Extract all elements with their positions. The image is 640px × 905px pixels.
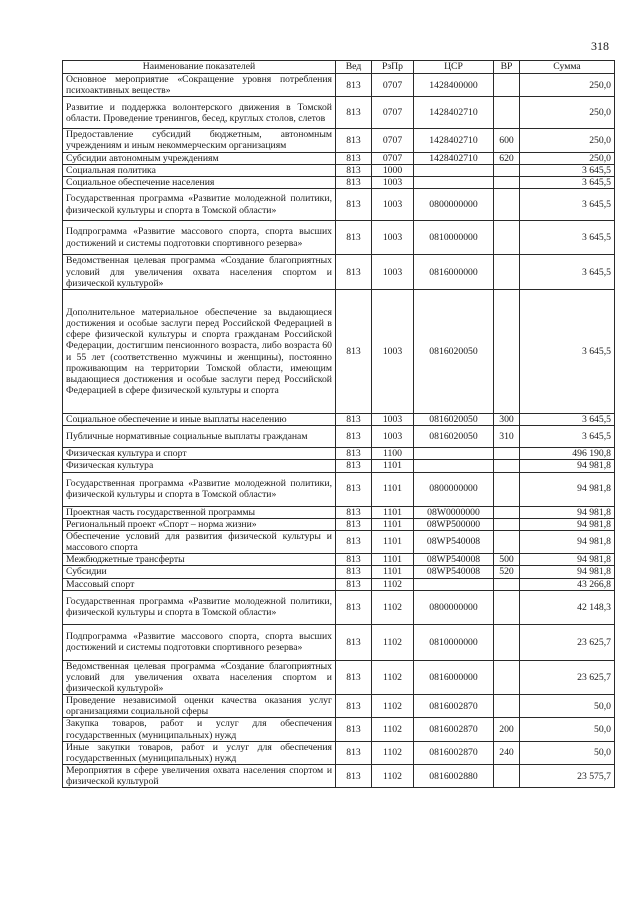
- row-vr: 300: [494, 414, 520, 426]
- row-name: Массовый спорт: [63, 578, 336, 590]
- table-row: [63, 518, 615, 530]
- header-row: [63, 61, 615, 74]
- row-vr: 240: [494, 741, 520, 764]
- row-name: Государственная программа «Развитие молодежной политики, физической культуры и спорта в Томской области»: [63, 590, 336, 624]
- row-name: Ведомственная целевая программа «Создание благоприятных условий для увеличения охвата населения спортом и физической культурой»: [63, 255, 336, 290]
- row-csr: 0816020050: [414, 290, 494, 414]
- row-ved: 813: [336, 765, 372, 788]
- table-row: [63, 414, 615, 426]
- row-name: Мероприятия в сфере увеличения охвата населения спортом и физической культурой: [63, 765, 336, 788]
- budget-table: [62, 60, 615, 788]
- row-csr: 0816000000: [414, 660, 494, 694]
- table-row: [63, 426, 615, 448]
- table-row: [63, 176, 615, 188]
- row-name: Проведение независимой оценки качества оказания услуг организациями социальной сферы: [63, 695, 336, 718]
- row-sum: 94 981,8: [520, 566, 615, 578]
- row-ved: 813: [336, 624, 372, 660]
- row-name: Субсидии: [63, 566, 336, 578]
- row-csr: 0816020050: [414, 426, 494, 448]
- table-row: [63, 290, 615, 414]
- row-sum: 43 266,8: [520, 578, 615, 590]
- row-ved: 813: [336, 718, 372, 741]
- row-ved: 813: [336, 506, 372, 518]
- row-rzpr: 1102: [372, 695, 414, 718]
- row-vr: [494, 518, 520, 530]
- header-vr: ВР: [494, 61, 520, 74]
- row-ved: 813: [336, 290, 372, 414]
- row-rzpr: 0707: [372, 97, 414, 129]
- page-number: 318: [591, 39, 609, 53]
- row-ved: 813: [336, 695, 372, 718]
- table-row: [63, 97, 615, 129]
- row-rzpr: 1000: [372, 164, 414, 176]
- budget-table-container: [62, 60, 614, 788]
- row-sum: 94 981,8: [520, 472, 615, 506]
- table-header: [63, 61, 615, 74]
- row-csr: 1428400000: [414, 74, 494, 97]
- row-rzpr: 1003: [372, 189, 414, 221]
- row-rzpr: 1102: [372, 741, 414, 764]
- table-body: [63, 74, 615, 788]
- row-vr: [494, 221, 520, 255]
- row-ved: 813: [336, 221, 372, 255]
- row-name: Дополнительное материальное обеспечение за выдающиеся достижения и особые заслуги перед Российской Федерацией в сфере физической культуры и спорта гражданам Российской Федерации, достигшим пенсионного возраста, либо возраста 60 и 55 лет (соответственно мужчины и женщины), постоянно проживающим на территории Томской области, имеющим выдающиеся достижения и особые заслуги перед Российской Федерацией в сфере физической культуры и спорта: [63, 290, 336, 414]
- row-csr: 08WP540008: [414, 566, 494, 578]
- table-row: [63, 660, 615, 694]
- row-csr: 0800000000: [414, 590, 494, 624]
- row-csr: 1428402710: [414, 129, 494, 152]
- row-csr: 0816020050: [414, 414, 494, 426]
- row-name: Социальное обеспечение населения: [63, 176, 336, 188]
- row-ved: 813: [336, 164, 372, 176]
- table-row: [63, 590, 615, 624]
- row-rzpr: 1102: [372, 590, 414, 624]
- row-rzpr: 1101: [372, 506, 414, 518]
- row-vr: [494, 530, 520, 553]
- row-csr: 08W0000000: [414, 506, 494, 518]
- row-csr: [414, 448, 494, 460]
- row-rzpr: 1102: [372, 765, 414, 788]
- row-sum: 3 645,5: [520, 189, 615, 221]
- row-name: Публичные нормативные социальные выплаты гражданам: [63, 426, 336, 448]
- row-ved: 813: [336, 129, 372, 152]
- table-row: [63, 255, 615, 290]
- row-ved: 813: [336, 741, 372, 764]
- row-rzpr: 0707: [372, 152, 414, 164]
- header-rzpr: РзПр: [372, 61, 414, 74]
- row-ved: 813: [336, 578, 372, 590]
- row-sum: 3 645,5: [520, 414, 615, 426]
- row-vr: 310: [494, 426, 520, 448]
- row-name: Субсидии автономным учреждениям: [63, 152, 336, 164]
- header-csr: ЦСР: [414, 61, 494, 74]
- row-ved: 813: [336, 414, 372, 426]
- row-rzpr: 1003: [372, 414, 414, 426]
- row-sum: 94 981,8: [520, 530, 615, 553]
- row-name: Региональный проект «Спорт – норма жизни»: [63, 518, 336, 530]
- row-ved: 813: [336, 518, 372, 530]
- row-vr: [494, 164, 520, 176]
- row-csr: [414, 578, 494, 590]
- row-sum: 23 575,7: [520, 765, 615, 788]
- row-vr: [494, 255, 520, 290]
- row-name: Основное мероприятие «Сокращение уровня потребления психоактивных веществ»: [63, 74, 336, 97]
- row-ved: 813: [336, 189, 372, 221]
- row-sum: 42 148,3: [520, 590, 615, 624]
- row-rzpr: 1101: [372, 472, 414, 506]
- row-sum: 23 625,7: [520, 660, 615, 694]
- table-row: [63, 448, 615, 460]
- row-ved: 813: [336, 176, 372, 188]
- table-row: [63, 74, 615, 97]
- row-vr: [494, 506, 520, 518]
- table-row: [63, 152, 615, 164]
- row-sum: 250,0: [520, 129, 615, 152]
- row-name: Подпрограмма «Развитие массового спорта, спорта высших достижений и системы подготовки спортивного резерва»: [63, 221, 336, 255]
- row-rzpr: 1101: [372, 566, 414, 578]
- row-vr: [494, 660, 520, 694]
- row-ved: 813: [336, 255, 372, 290]
- row-vr: 600: [494, 129, 520, 152]
- row-ved: 813: [336, 554, 372, 566]
- table-row: [63, 189, 615, 221]
- table-row: [63, 765, 615, 788]
- row-vr: [494, 97, 520, 129]
- row-ved: 813: [336, 660, 372, 694]
- row-vr: 520: [494, 566, 520, 578]
- table-row: [63, 530, 615, 553]
- row-rzpr: 1101: [372, 518, 414, 530]
- table-row: [63, 221, 615, 255]
- table-row: [63, 472, 615, 506]
- row-csr: 08WP540008: [414, 530, 494, 553]
- row-vr: [494, 74, 520, 97]
- row-name: Государственная программа «Развитие молодежной политики, физической культуры и спорта в Томской области»: [63, 472, 336, 506]
- row-rzpr: 1101: [372, 554, 414, 566]
- row-ved: 813: [336, 448, 372, 460]
- row-vr: 500: [494, 554, 520, 566]
- table-row: [63, 718, 615, 741]
- row-csr: 0816002870: [414, 741, 494, 764]
- row-ved: 813: [336, 152, 372, 164]
- row-sum: 94 981,8: [520, 518, 615, 530]
- row-rzpr: 1003: [372, 290, 414, 414]
- row-rzpr: 1003: [372, 255, 414, 290]
- row-rzpr: 1003: [372, 221, 414, 255]
- row-sum: 94 981,8: [520, 460, 615, 472]
- row-name: Иные закупки товаров, работ и услуг для обеспечения государственных (муниципальных) нужд: [63, 741, 336, 764]
- row-vr: 620: [494, 152, 520, 164]
- row-rzpr: 1102: [372, 718, 414, 741]
- row-rzpr: 1102: [372, 578, 414, 590]
- table-row: [63, 129, 615, 152]
- row-sum: 250,0: [520, 152, 615, 164]
- row-sum: 250,0: [520, 74, 615, 97]
- header-name: Наименование показателей: [63, 61, 336, 74]
- row-vr: [494, 189, 520, 221]
- row-name: Обеспечение условий для развития физической культуры и массового спорта: [63, 530, 336, 553]
- row-sum: 250,0: [520, 97, 615, 129]
- row-vr: [494, 624, 520, 660]
- row-csr: 0800000000: [414, 189, 494, 221]
- row-csr: 08WP500000: [414, 518, 494, 530]
- row-csr: 08WP540008: [414, 554, 494, 566]
- row-vr: 200: [494, 718, 520, 741]
- row-sum: 50,0: [520, 741, 615, 764]
- row-vr: [494, 765, 520, 788]
- row-sum: 50,0: [520, 718, 615, 741]
- row-rzpr: 0707: [372, 74, 414, 97]
- header-ved: Вед: [336, 61, 372, 74]
- row-csr: 0816002870: [414, 718, 494, 741]
- row-sum: 3 645,5: [520, 176, 615, 188]
- row-csr: 0816002880: [414, 765, 494, 788]
- row-rzpr: 1101: [372, 460, 414, 472]
- row-sum: 3 645,5: [520, 290, 615, 414]
- row-name: Физическая культура: [63, 460, 336, 472]
- row-name: Социальное обеспечение и иные выплаты населению: [63, 414, 336, 426]
- table-row: [63, 578, 615, 590]
- table-row: [63, 506, 615, 518]
- row-ved: 813: [336, 426, 372, 448]
- row-vr: [494, 448, 520, 460]
- row-rzpr: 1100: [372, 448, 414, 460]
- header-sum: Сумма: [520, 61, 615, 74]
- row-rzpr: 1003: [372, 426, 414, 448]
- row-rzpr: 0707: [372, 129, 414, 152]
- row-vr: [494, 472, 520, 506]
- row-rzpr: 1102: [372, 660, 414, 694]
- row-name: Предоставление субсидий бюджетным, автономным учреждениям и иным некоммерческим организациям: [63, 129, 336, 152]
- table-row: [63, 554, 615, 566]
- table-row: [63, 695, 615, 718]
- row-csr: 0816002870: [414, 695, 494, 718]
- row-rzpr: 1102: [372, 624, 414, 660]
- row-name: Проектная часть государственной программы: [63, 506, 336, 518]
- table-row: [63, 460, 615, 472]
- row-ved: 813: [336, 530, 372, 553]
- table-row: [63, 624, 615, 660]
- row-rzpr: 1101: [372, 530, 414, 553]
- row-vr: [494, 590, 520, 624]
- row-ved: 813: [336, 74, 372, 97]
- row-name: Межбюджетные трансферты: [63, 554, 336, 566]
- row-name: Закупка товаров, работ и услуг для обеспечения государственных (муниципальных) нужд: [63, 718, 336, 741]
- row-vr: [494, 695, 520, 718]
- row-csr: 0800000000: [414, 472, 494, 506]
- row-sum: 94 981,8: [520, 554, 615, 566]
- row-name: Социальная политика: [63, 164, 336, 176]
- row-vr: [494, 176, 520, 188]
- row-sum: 23 625,7: [520, 624, 615, 660]
- row-sum: 50,0: [520, 695, 615, 718]
- row-csr: [414, 176, 494, 188]
- row-name: Государственная программа «Развитие молодежной политики, физической культуры и спорта в Томской области»: [63, 189, 336, 221]
- row-csr: 0810000000: [414, 624, 494, 660]
- row-name: Физическая культура и спорт: [63, 448, 336, 460]
- row-sum: 3 645,5: [520, 221, 615, 255]
- row-name: Ведомственная целевая программа «Создание благоприятных условий для увеличения охвата населения спортом и физической культурой»: [63, 660, 336, 694]
- row-csr: [414, 460, 494, 472]
- row-sum: 3 645,5: [520, 426, 615, 448]
- table-row: [63, 566, 615, 578]
- row-ved: 813: [336, 460, 372, 472]
- row-csr: 0816000000: [414, 255, 494, 290]
- row-ved: 813: [336, 566, 372, 578]
- row-vr: [494, 578, 520, 590]
- row-csr: 0810000000: [414, 221, 494, 255]
- row-sum: 94 981,8: [520, 506, 615, 518]
- row-sum: 3 645,5: [520, 255, 615, 290]
- row-name: Развитие и поддержка волонтерского движения в Томской области. Проведение тренингов, бесед, круглых столов, слетов: [63, 97, 336, 129]
- table-row: [63, 741, 615, 764]
- row-vr: [494, 290, 520, 414]
- row-rzpr: 1003: [372, 176, 414, 188]
- row-ved: 813: [336, 472, 372, 506]
- row-csr: 1428402710: [414, 97, 494, 129]
- row-ved: 813: [336, 97, 372, 129]
- row-sum: 496 190,8: [520, 448, 615, 460]
- row-name: Подпрограмма «Развитие массового спорта, спорта высших достижений и системы подготовки спортивного резерва»: [63, 624, 336, 660]
- row-vr: [494, 460, 520, 472]
- row-csr: [414, 164, 494, 176]
- table-row: [63, 164, 615, 176]
- row-sum: 3 645,5: [520, 164, 615, 176]
- row-ved: 813: [336, 590, 372, 624]
- row-csr: 1428402710: [414, 152, 494, 164]
